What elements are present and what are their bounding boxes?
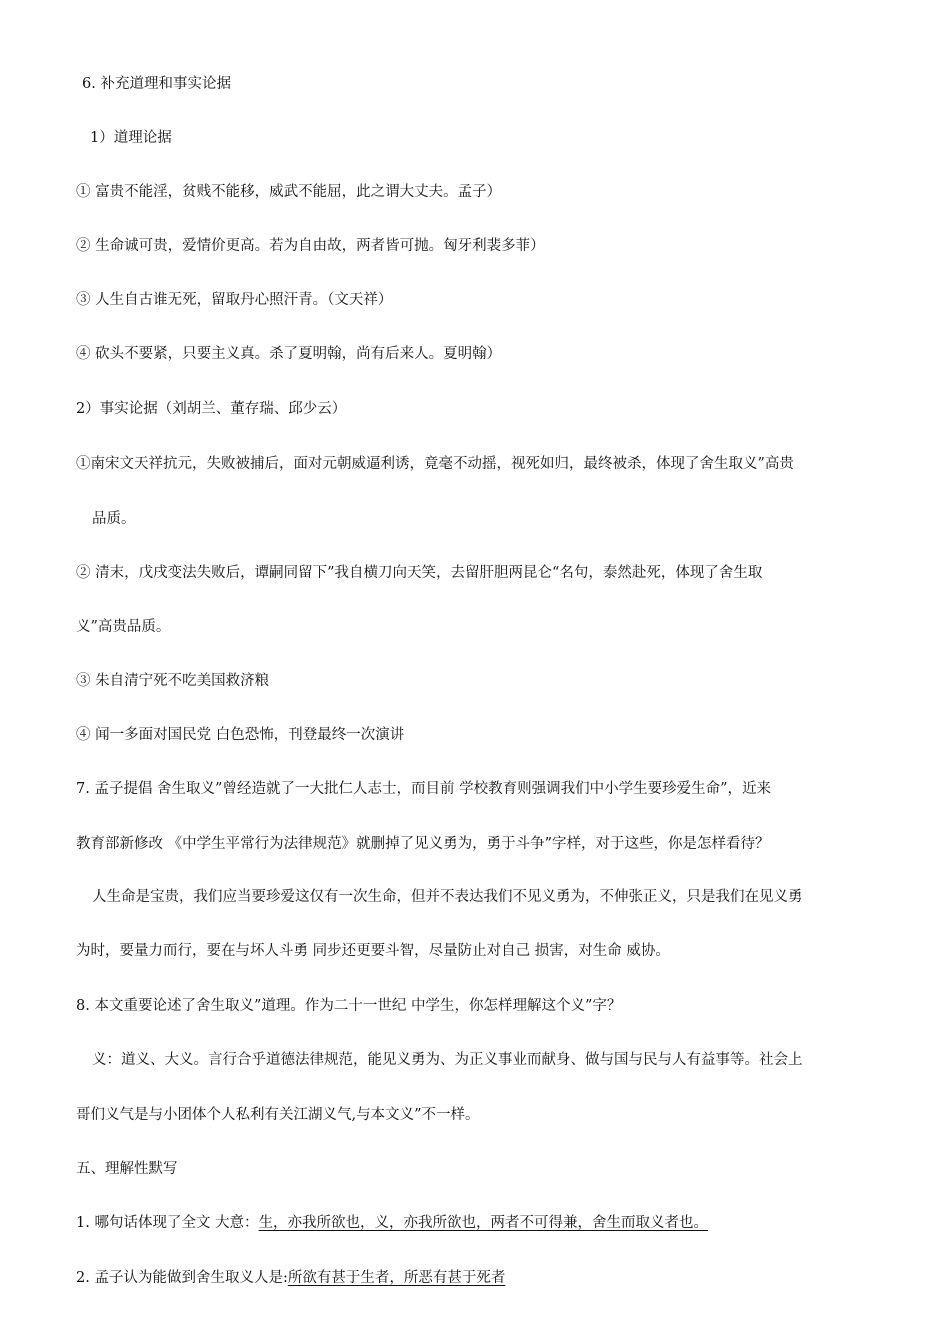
fact-1-line-1: ①南宋文天祥抗元，失败被捕后，面对元朝威逼利诱，竟毫不动摇，视死如归，最终被杀，体现了舍生取义”高贵: [76, 456, 794, 472]
recitation-answer-1: 生，亦我所欲也，义，亦我所欲也，两者不可得兼，舍生而取义者也。: [258, 1215, 709, 1231]
quote-1: ① 富贵不能淫，贫贱不能移，威武不能屈，此之谓大丈夫。孟子）: [76, 184, 502, 200]
quote-4: ④ 砍头不要紧，只要主义真。杀了夏明翰，尚有后来人。夏明翰）: [76, 346, 502, 362]
section-6-heading: 6. 补充道理和事实论据: [82, 76, 231, 92]
answer-8-line-1: 义：道义、大义。言行合乎道德法律规范，能见义勇为、为正义事业而献身、做与国与民与人有益事等。社会上: [92, 1052, 803, 1068]
quote-3: ③ 人生自古谁无死，留取丹心照汗青。（文天祥）: [76, 292, 393, 308]
recitation-answer-2: 所欲有甚于生者，所恶有甚于死者: [287, 1270, 506, 1286]
fact-4: ④ 闻一多面对国民党 白色恐怖，刊登最终一次演讲: [76, 727, 405, 743]
fact-2-line-2: 义”高贵品质。: [76, 619, 171, 635]
recitation-question-1: [76, 1213, 708, 1233]
recitation-question-2-prompt: 2. 孟子认为能做到舍生取义人是:: [76, 1270, 288, 1286]
quote-2: ② 生命诚可贵，爱情价更高。若为自由故，两者皆可抛。匈牙利裴多菲）: [76, 238, 545, 254]
question-7-line-2: 教育部新修改 《中学生平常行为法律规范》就删掉了见义勇为，勇于斗争”字样，对于这些，你是怎样看待？: [76, 836, 770, 852]
answer-7-line-2: 为时，要量力而行，要在与坏人斗勇 同步还更要斗智，尽量防止对自己 损害，对生命 威协。: [76, 943, 670, 959]
fact-2-line-1: ② 清末，戊戌变法失败后，谭嗣同留下”我自横刀向天笑，去留肝胆两昆仑“名句，泰然赴死，体现了舍生取: [76, 565, 763, 581]
fact-1-line-2: 品质。: [92, 511, 136, 527]
section-5-heading: 五、理解性默写: [76, 1161, 178, 1177]
subheading-principle-evidence: 1）道理论据: [90, 130, 172, 146]
recitation-question-2: [76, 1268, 505, 1288]
subheading-fact-evidence: 2）事实论据（刘胡兰、董存瑞、邱少云）: [76, 401, 347, 417]
fact-3: ③ 朱自清宁死不吃美国救济粮: [76, 673, 270, 689]
answer-8-line-2: 哥们义气是与小团体个人私利有关江湖义气,与本文义”不一样。: [76, 1107, 480, 1123]
question-8: 8. 本文重要论述了舍生取义”道理。作为二十一世纪 中学生，你怎样理解这个义”字？: [76, 998, 622, 1014]
recitation-question-1-prompt: 1. 哪句话体现了全文 大意：: [76, 1215, 259, 1231]
question-7-line-1: 7. 孟子提倡 舍生取义”曾经造就了一大批仁人志士，而目前 学校教育则强调我们中小学生要珍爱生命”，近来: [76, 781, 771, 797]
answer-7-line-1: 人生命是宝贵，我们应当要珍爱这仅有一次生命，但并不表达我们不见义勇为，不伸张正义，只是我们在见义勇: [92, 889, 803, 905]
